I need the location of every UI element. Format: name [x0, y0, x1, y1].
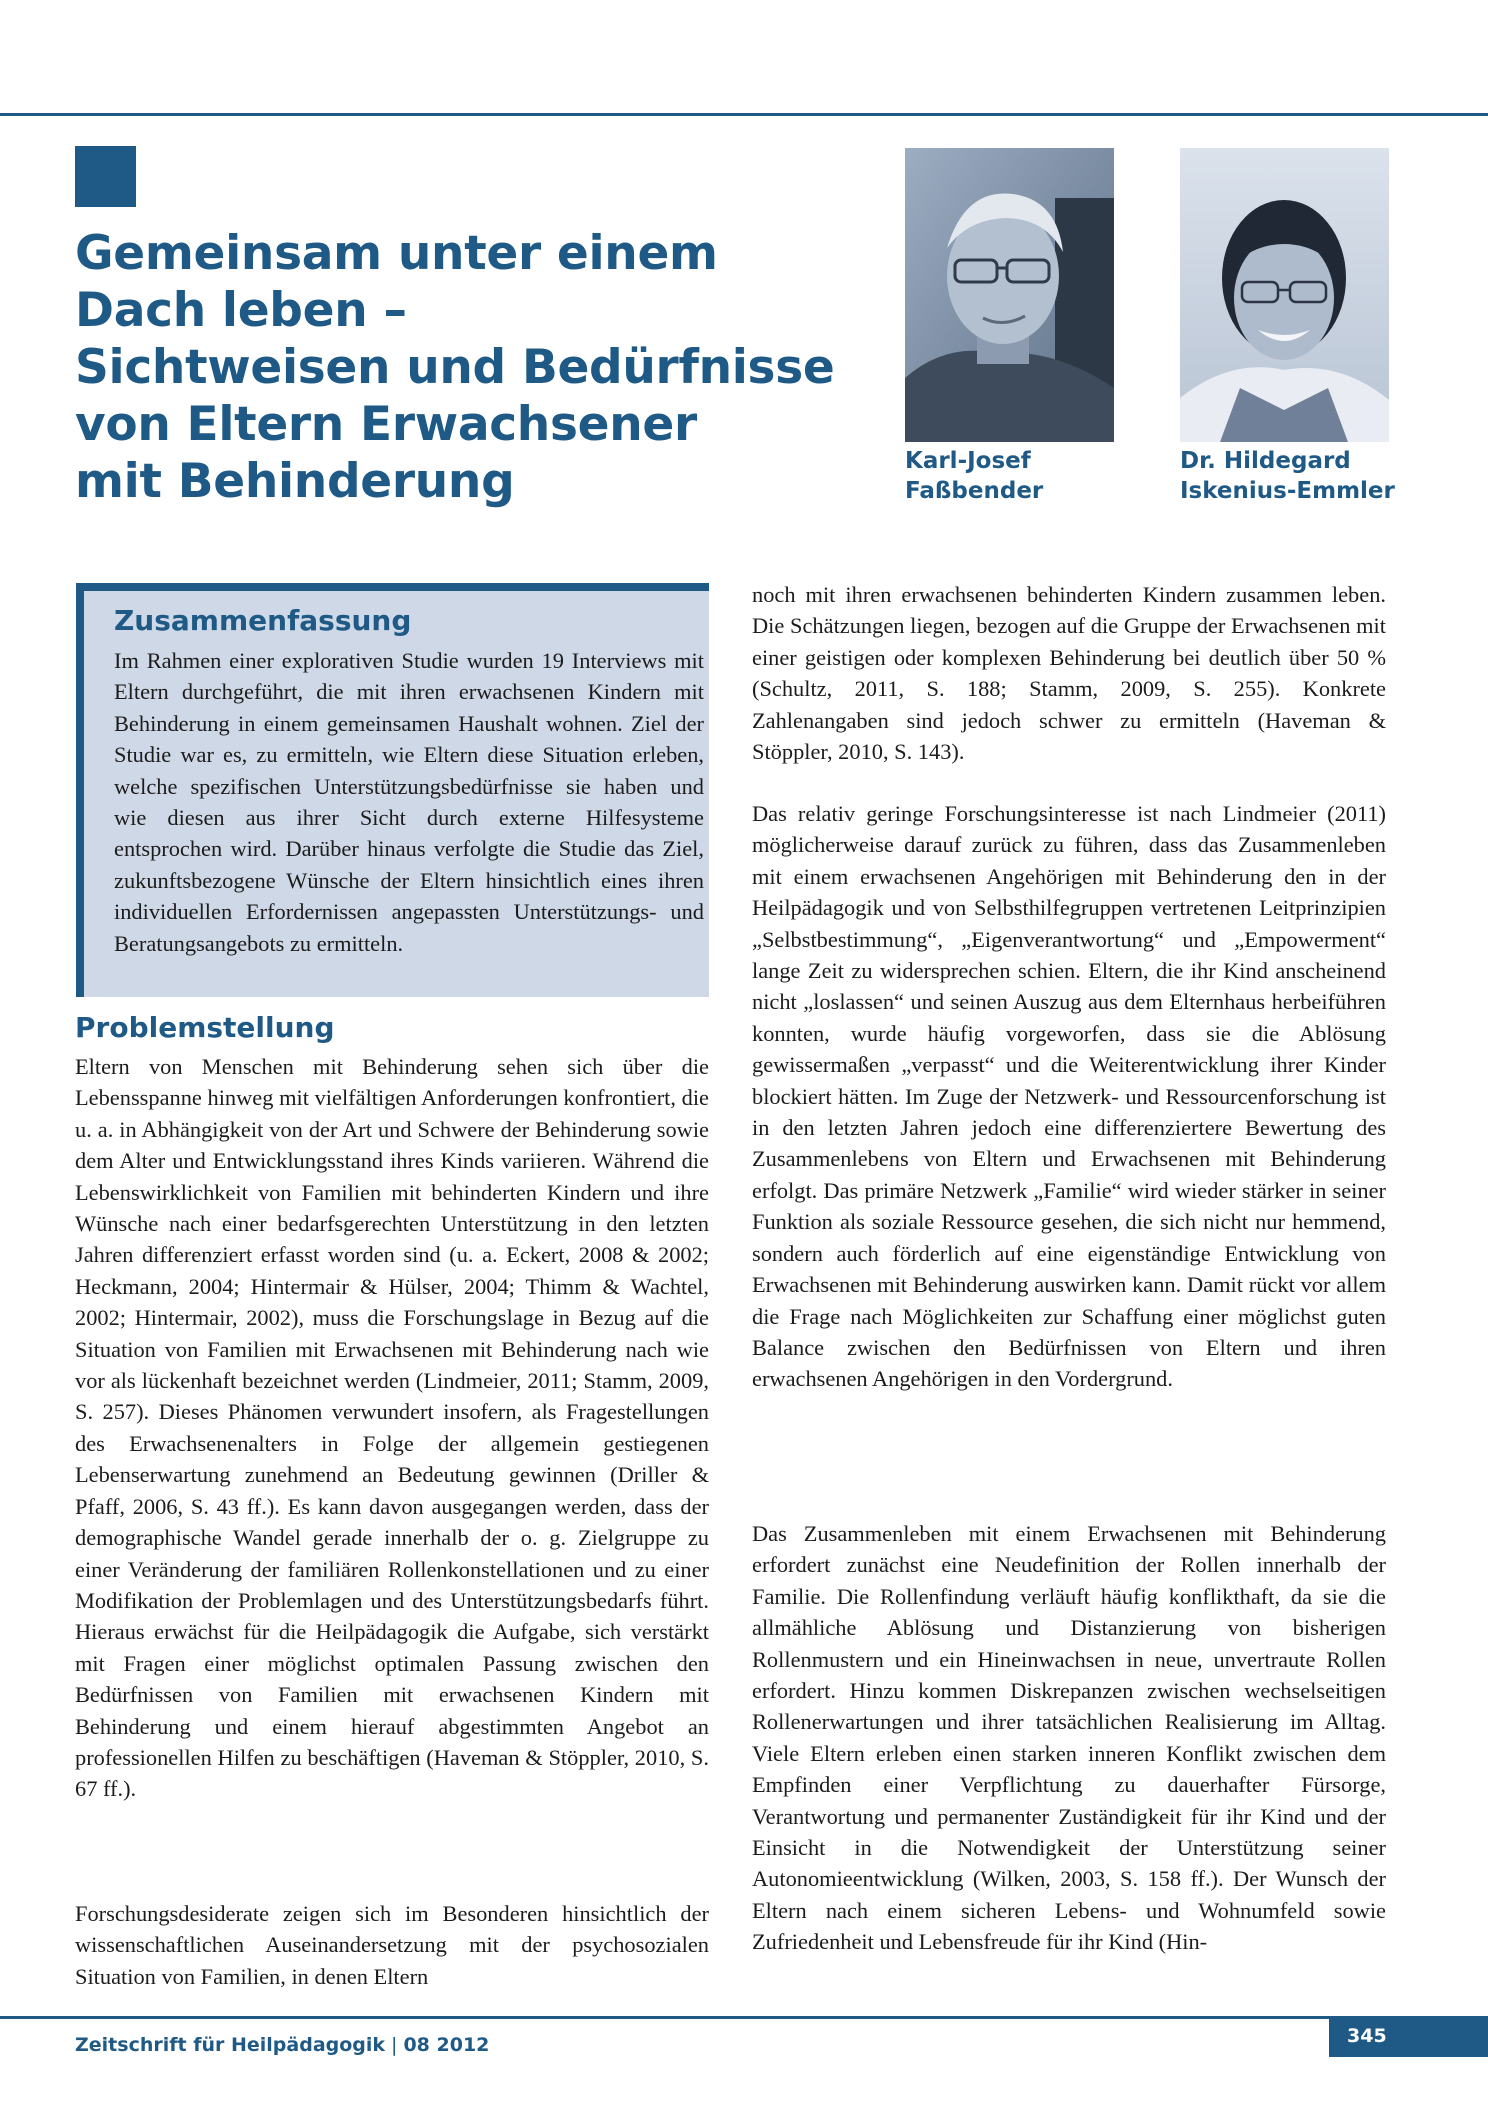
- author-photo-fassbender: [905, 148, 1114, 442]
- abstract-text: Im Rahmen einer explorativen Studie wurden 19 Interviews mit Eltern durchgeführt, die mit ihren erwachsenen Kindern mit Behinderung in einem gemeinsamen Haushalt wohnen. Ziel der Studie war es, zu ermitteln, wie Eltern diese Situation erleben, welche spezifischen Unterstützungsbedürfnisse sie haben und wie diesen aus ihrer Sicht durch externe Hilfesysteme entsprochen wird. Darüber hinaus verfolgte die Studie das Ziel, zukunftsbezogene Wünsche der Eltern hinsichtlich eines ihren individuellen Erfordernissen angepassten Unterstützungs- und Beratungsangebots zu ermitteln.: [114, 648, 704, 956]
- title-line: Dach leben –: [75, 283, 407, 338]
- footer-separator: |: [391, 2034, 398, 2056]
- section-heading-problemstellung: Problemstellung: [75, 1011, 335, 1044]
- body-paragraph-left-2: Forschungsdesiderate zeigen sich im Besonderen hinsichtlich der wissenschaftlichen Auseinandersetzung mit der psychosozialen Situation von Familien, in denen Eltern: [75, 1901, 709, 1989]
- author-photo-iskenius-emmler: [1180, 148, 1389, 442]
- title-line: mit Behinderung: [75, 454, 515, 509]
- title-accent-square: [75, 146, 136, 207]
- header-rule: [0, 113, 1488, 116]
- footer-rule: [0, 2016, 1488, 2019]
- author-name-iskenius-emmler: [1180, 446, 1395, 506]
- title-line: Gemeinsam unter einem: [75, 226, 718, 281]
- author-name-line: Karl-Josef: [905, 448, 1031, 474]
- footer-journal: [75, 2031, 489, 2059]
- body-paragraph-right-1: noch mit ihren erwachsenen behinderten Kindern zusammen leben. Die Schätzungen liegen, bezogen auf die Gruppe der Erwachsenen mit einer geistigen oder komplexen Behinderung bei deutlich über 50 % (Schultz, 2011, S. 188; Stamm, 2009, S. 255). Konkrete Zahlenangaben sind jedoch schwer zu ermitteln (Haveman & Stöppler, 2010, S. 143).: [752, 582, 1386, 765]
- abstract-heading: Zusammenfassung: [114, 604, 412, 637]
- issue-number: 08 2012: [403, 2034, 490, 2056]
- body-paragraph-right-3: Das Zusammenleben mit einem Erwachsenen mit Behinderung erfordert zunächst eine Neudefinition der Rollen innerhalb der Familie. Die Rollenfindung verläuft häufig konflikthaft, da sie die allmähliche Ablösung und Distanzierung von bisherigen Rollenmustern und ein Hineinwachsen in neue, unvertraute Rollen erfordert. Hinzu kommen Diskrepanzen zwischen wechselseitigen Rollenerwartungen und ihrer tatsächlichen Realisierung im Alltag. Viele Eltern erleben einen starken inneren Konflikt zwischen dem Empfinden einer Verpflichtung zu dauerhafter Fürsorge, Verantwortung und permanenter Zuständigkeit für ihr Kind und der Einsicht in die Notwendigkeit der Unterstützung seiner Autonomieentwicklung (Wilken, 2003, S. 158 ff.). Der Wunsch der Eltern nach einem sicheren Lebens- und Wohnumfeld sowie Zufriedenheit und Lebensfreude für ihr Kind (Hin-: [752, 1521, 1386, 1955]
- author-name-line: Faßbender: [905, 478, 1044, 504]
- author-name-line: Iskenius-Emmler: [1180, 478, 1395, 504]
- author-name-line: Dr. Hildegard: [1180, 448, 1351, 474]
- body-paragraph-right-2: Das relativ geringe Forschungsinteresse ist nach Lindmeier (2011) möglicherweise darauf zurück zu führen, dass das Zusammenleben mit einem erwachsenen Angehörigen mit Behinderung den in der Heilpädagogik und von Selbsthilfegruppen vertretenen Leitprinzipien „Selbstbestimmung“, „Eigenverantwortung“ und „Empowerment“ lange Zeit zu widersprechen schien. Eltern, die ihr Kind anscheinend nicht „loslassen“ und seinen Auszug aus dem Elternhaus herbeiführen konnten, wurde häufig vorgeworfen, dass sie die Ablösung gewissermaßen „verpasst“ und die Weiterentwicklung ihrer Kinder blockiert hätten. Im Zuge der Netzwerk- und Ressourcenforschung ist in den letzten Jahren jedoch eine differenziertere Bewertung des Zusammenlebens von Eltern und Erwachsenen mit Behinderung erfolgt. Das primäre Netzwerk „Familie“ wird wieder stärker in seiner Funktion als soziale Ressource gesehen, die sich nicht nur hemmend, sondern auch förderlich auf eine eigenständige Entwicklung von Erwachsenen mit Behinderung auswirken kann. Damit rückt vor allem die Frage nach Möglichkeiten zur Schaffung einer möglichst guten Balance zwischen den Bedürfnissen von Eltern und ihren erwachsenen Angehörigen in den Vordergrund.: [752, 801, 1386, 1392]
- article-title: [75, 225, 835, 510]
- author-name-fassbender: [905, 446, 1043, 506]
- title-line: Sichtweisen und Bedürfnisse: [75, 340, 835, 395]
- title-line: von Eltern Erwachsener: [75, 397, 697, 452]
- body-paragraph-left-1: Eltern von Menschen mit Behinderung sehen sich über die Lebensspanne hinweg mit vielfältigen Anforderungen konfrontiert, die u. a. in Abhängigkeit von der Art und Schwere der Behinderung sowie dem Alter und Entwicklungsstand ihres Kinds variieren. Während die Lebenswirklichkeit von Familien mit behinderten Kindern und ihre Wünsche nach einer bedarfsgerechten Unterstützung in den letzten Jahren differenziert erfasst worden sind (u. a. Eckert, 2008 & 2002; Heckmann, 2004; Hintermair & Hülser, 2004; Thimm & Wachtel, 2002; Hintermair, 2002), muss die Forschungslage in Bezug auf die Situation von Familien mit Erwachsenen mit Behinderung nach wie vor als lückenhaft bezeichnet werden (Lindmeier, 2011; Stamm, 2009, S. 257). Dieses Phänomen verwundert insofern, als Fragestellungen des Erwachsenenalters in Folge der allgemein gestiegenen Lebenserwartung zunehmend an Bedeutung gewinnen (Driller & Pfaff, 2006, S. 43 ff.). Es kann davon ausgegangen werden, dass der demographische Wandel gerade innerhalb der o. g. Zielgruppe zu einer Veränderung der familiären Rollenkonstellationen und zu einer Modifikation der Problemlagen und des Unterstützungsbedarfs führt. Hieraus erwächst für die Heilpädagogik die Aufgabe, sich verstärkt mit Fragen einer möglichst optimalen Passung zwischen den Bedürfnissen von Familien mit erwachsenen Kindern mit Behinderung und einem hierauf abgestimmten Angebot an professionellen Hilfen zu beschäftigen (Haveman & Stöppler, 2010, S. 67 ff.).: [75, 1054, 709, 1802]
- page-number: 345: [1329, 2019, 1488, 2057]
- journal-name: Zeitschrift für Heilpädagogik: [75, 2034, 386, 2056]
